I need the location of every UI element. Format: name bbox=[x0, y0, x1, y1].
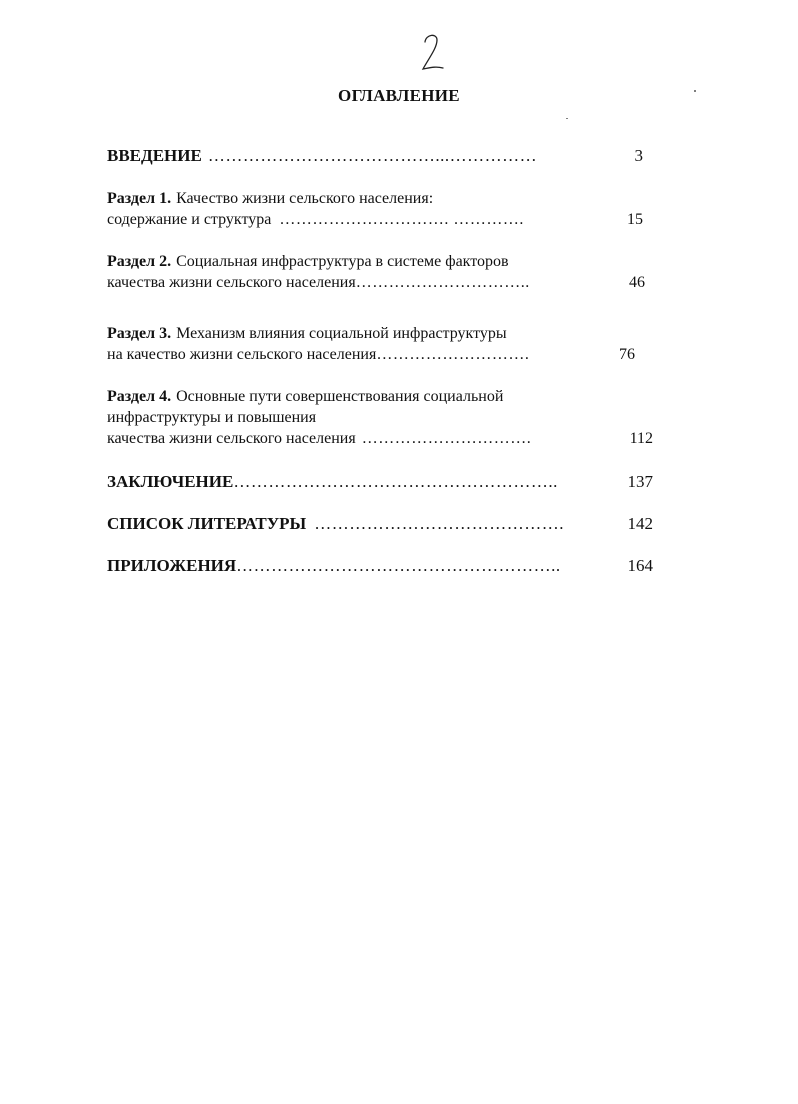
toc-leader: ……………………………………………….. bbox=[236, 556, 561, 575]
toc-entry-label: ВВЕДЕНИЕ bbox=[107, 146, 202, 165]
toc-section-prefix: Раздел 2. bbox=[107, 253, 172, 270]
toc-leader: …………………………. bbox=[361, 430, 532, 447]
toc-section-title-line-2: инфраструктуры и повышения bbox=[107, 409, 317, 426]
toc-page-number: 46 bbox=[629, 274, 645, 291]
toc-entry-section-3 bbox=[107, 323, 667, 365]
toc-section-title-line-2: качества жизни сельского населения bbox=[107, 274, 356, 291]
toc-entry-section-4 bbox=[107, 386, 667, 449]
toc-section-title-line-1: Качество жизни сельского населения: bbox=[176, 190, 434, 207]
toc-page-number: 76 bbox=[619, 346, 635, 363]
toc-leader: ………………………. bbox=[376, 346, 530, 363]
toc-leader: ……………………………………. bbox=[314, 514, 565, 533]
toc-section-title-line-2: содержание и структура bbox=[107, 211, 272, 228]
toc-section-title-line-2: на качество жизни сельского населения bbox=[107, 346, 377, 363]
toc-entry-section-2 bbox=[107, 251, 667, 293]
toc-section-title-line-1: Основные пути совершенствования социальной bbox=[176, 388, 504, 405]
toc-entry-conclusion bbox=[107, 471, 667, 492]
toc-page-number: 137 bbox=[627, 472, 653, 491]
toc-leader: ………………………….. bbox=[355, 274, 530, 291]
toc-entry-label: ПРИЛОЖЕНИЯ bbox=[107, 556, 237, 575]
toc-entry-label: ЗАКЛЮЧЕНИЕ bbox=[107, 472, 234, 491]
toc-section-prefix: Раздел 4. bbox=[107, 388, 172, 405]
handwritten-page-number bbox=[413, 30, 453, 78]
toc-page-number: 3 bbox=[634, 146, 643, 165]
toc-page-number: 112 bbox=[629, 430, 653, 447]
toc-leader: …………………………. …………. bbox=[279, 211, 524, 228]
toc-section-prefix: Раздел 1. bbox=[107, 190, 172, 207]
toc-entry-label: СПИСОК ЛИТЕРАТУРЫ bbox=[107, 514, 307, 533]
toc-leader: ……………………………………………….. bbox=[233, 472, 558, 491]
toc-page-number: 15 bbox=[627, 211, 643, 228]
toc-entry-intro bbox=[107, 145, 667, 166]
toc-leader: …………………………………...…………… bbox=[207, 146, 538, 165]
toc-page-number: 164 bbox=[627, 556, 653, 575]
toc-entry-appendices bbox=[107, 555, 667, 576]
toc-entry-references bbox=[107, 513, 667, 534]
toc-section-title-line-3: качества жизни сельского населения bbox=[107, 430, 356, 447]
toc-page-number: 142 bbox=[627, 514, 653, 533]
toc-section-title-line-1: Механизм влияния социальной инфраструктуры bbox=[176, 325, 507, 342]
toc-section-prefix: Раздел 3. bbox=[107, 325, 172, 342]
handwritten-number-2-icon bbox=[413, 30, 453, 78]
toc-section-title-line-1: Социальная инфраструктура в системе факторов bbox=[176, 253, 509, 270]
page-title: ОГЛАВЛЕНИЕ bbox=[338, 86, 460, 105]
scan-speck bbox=[566, 118, 568, 119]
toc-entry-section-1 bbox=[107, 188, 667, 230]
